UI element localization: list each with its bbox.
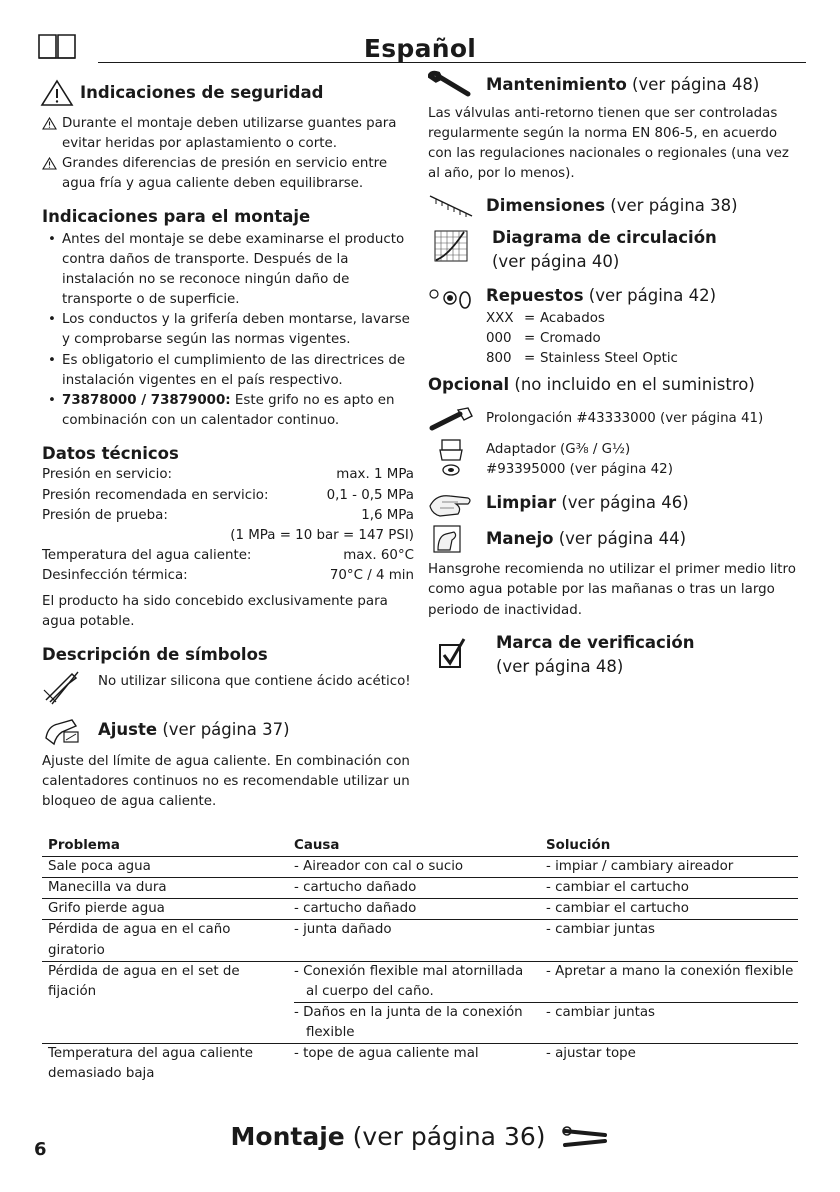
ruler-icon <box>428 192 474 220</box>
table-row: Grifo pierde agua - cartucho dañado - cambiar el cartucho <box>42 899 798 920</box>
list-item: • 73878000 / 73879000: Este grifo no es apto en combinación con un calentador continuo. <box>42 391 414 431</box>
troubleshooting-table <box>42 836 798 1084</box>
table-row: Temperatura del agua caliente demasiado baja - tope de agua caliente mal - ajustar tope <box>48 1046 636 1082</box>
tech-table <box>42 465 414 586</box>
tech-row: Desinfección térmica: 70°C / 4 min <box>42 567 414 583</box>
table-row: Pérdida de agua en el caño giratorio - junta dañado - cambiar juntas <box>42 920 798 961</box>
warning-icon <box>42 117 57 130</box>
spare-parts-icon <box>428 286 474 312</box>
page-number: 6 <box>34 1139 47 1160</box>
ajuste-text: Ajuste del límite de agua caliente. En combinación con calentadores continuos no es recomendable utilizar un bloqueo de agua caliente. <box>42 753 410 809</box>
left-column <box>42 80 414 812</box>
tech-row: (1 MPa = 10 bar = 147 PSI) <box>230 527 414 543</box>
warning-icon <box>40 79 74 107</box>
spares-row: Repuestos (ver página 42) XXX = Acabados 000 = Cromado 800 = Stainless Steel Optic <box>428 284 800 369</box>
wrench-icon <box>428 70 474 100</box>
page-title: Español <box>363 34 477 63</box>
extension-icon <box>428 406 474 432</box>
silicone-gun-icon <box>42 670 82 706</box>
tech-row: Temperatura del agua caliente: max. 60°C <box>42 547 414 563</box>
handling-row: Manejo (ver página 44) <box>428 524 800 554</box>
montaje-heading: Montaje (ver página 36) <box>0 1118 840 1156</box>
handling-text: Hansgrohe recomienda no utilizar el primer medio litro como agua potable por las mañanas o tras un largo periodo de inactividad. <box>428 562 796 618</box>
header-rule <box>98 62 806 63</box>
list-item: Grandes diferencias de presión en servicio entre agua fría y agua caliente deben equilibrarse. <box>42 154 414 194</box>
cleaning-row: Limpiar (ver página 46) <box>428 488 800 518</box>
assembly-title: Indicaciones para el montaje <box>42 207 311 227</box>
optional-heading: Opcional (no incluido en el suministro) <box>428 375 755 395</box>
table-header: Problema Causa Solución <box>42 836 798 857</box>
diagram-row: Diagrama de circulación (ver página 40) <box>428 226 800 274</box>
maintenance-heading: Mantenimiento (ver página 48) <box>428 70 800 100</box>
table-row: Manecilla va dura - cartucho dañado - cambiar el cartucho <box>42 878 798 899</box>
tech-row: Presión recomendada en servicio: 0,1 - 0,5 MPa <box>42 487 414 503</box>
list-item: • Es obligatorio el cumplimiento de las directrices de instalación vigentes en el país respectivo. <box>42 351 414 391</box>
adjust-icon <box>42 716 82 746</box>
symbols-title: Descripción de símbolos <box>42 645 268 665</box>
list-item: • Antes del montaje se debe examinarse el producto contra daños de transporte. Después de la instalación no se reconoce ningún daño de transporte o de superficie. <box>42 230 414 310</box>
tech-title: Datos técnicos <box>42 443 179 463</box>
safety-list <box>42 114 414 194</box>
tech-row: Presión en servicio: max. 1 MPa <box>42 467 414 483</box>
tech-row: Presión de prueba: 1,6 MPa <box>42 507 414 523</box>
dimensions-row: Dimensiones (ver página 38) <box>428 192 800 220</box>
ajuste-row: Ajuste (ver página 37) <box>42 716 414 746</box>
checkbox-icon <box>438 637 472 669</box>
silicone-text: No utilizar silicona que contiene ácido acético! <box>98 673 411 689</box>
right-column <box>428 70 800 679</box>
verification-row: Marca de verificación (ver página 48) <box>428 631 800 679</box>
adapter-row: Adaptador (G⅜ / G½) #93395000 (ver página 42) <box>428 438 800 480</box>
list-item: • Los conductos y la grifería deben montarse, lavarse y comprobarse según las normas vigentes. <box>42 310 414 350</box>
handling-icon <box>428 524 474 554</box>
assembly-list <box>42 230 414 431</box>
cleaning-hand-icon <box>428 488 474 518</box>
tech-note: El producto ha sido concebido exclusivamente para agua potable. <box>42 594 388 630</box>
silicone-row <box>42 672 414 706</box>
adapter-icon <box>428 438 474 478</box>
extension-row: Prolongación #43333000 (ver página 41) <box>428 406 800 432</box>
maintenance-text: Las válvulas anti-retorno tienen que ser controladas regularmente según la norma EN 806-5, en acuerdo con las regulaciones nacionales o regionales (una vez al año, por lo menos). <box>428 106 789 182</box>
list-item: Durante el montaje deben utilizarse guantes para evitar heridas por aplastamiento o corte. <box>42 114 414 154</box>
flow-diagram-icon <box>434 230 468 262</box>
table-row: Pérdida de agua en el set de fijación - Conexión flexible mal atornillada al cuerpo del caño. - Apretar a mano la conexión flexible - Daños en la junta de la conexión flexible - cambiar juntas <box>42 962 798 1044</box>
safety-heading <box>42 80 414 106</box>
safety-title: Indicaciones de seguridad <box>80 83 324 103</box>
tools-icon <box>561 1125 609 1151</box>
warning-icon <box>42 157 57 170</box>
table-row: Sale poca agua - Aireador con cal o sucio - impiar / cambiary aireador <box>42 857 798 878</box>
